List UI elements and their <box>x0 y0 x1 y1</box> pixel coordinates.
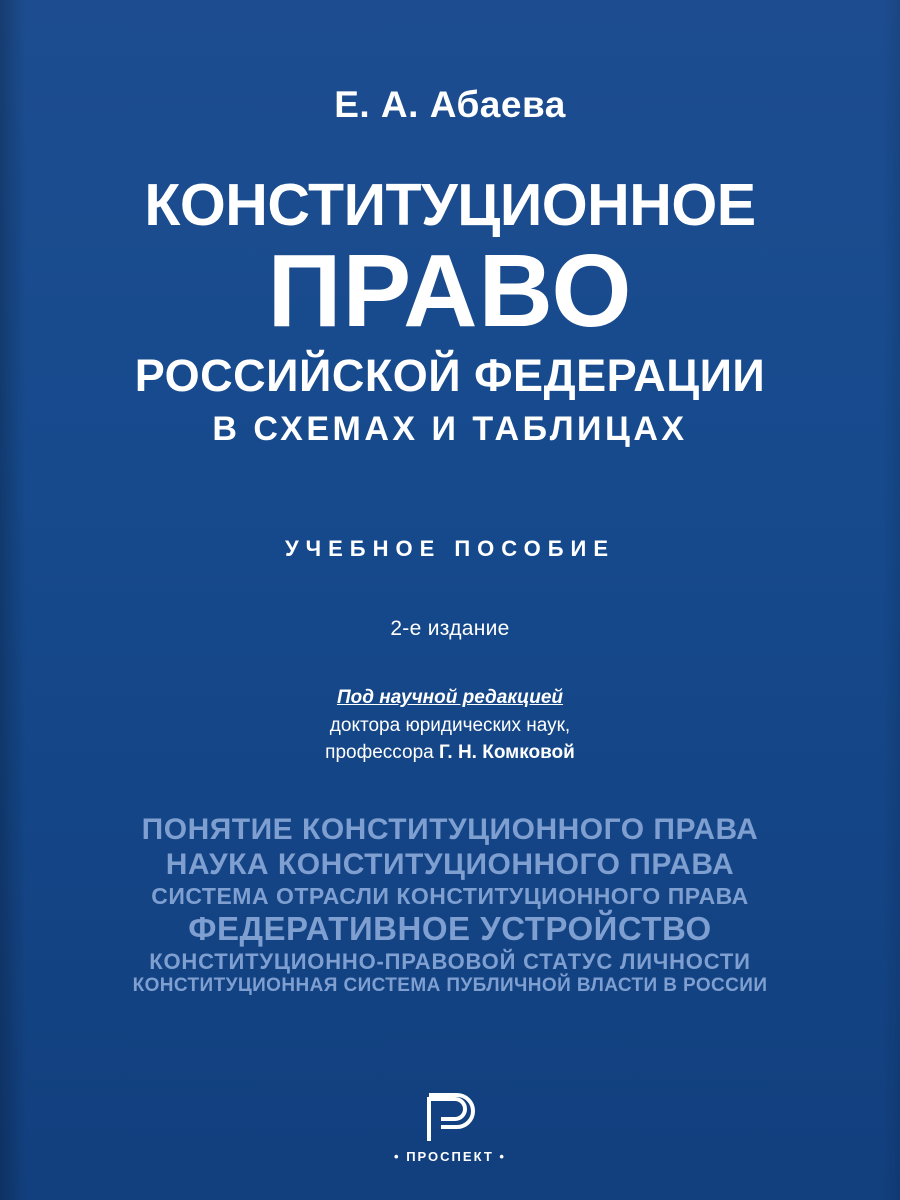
title-line-2: ПРАВО <box>267 233 633 348</box>
keyword-list <box>0 812 900 997</box>
book-subtitle: УЧЕБНОЕ ПОСОБИЕ <box>284 536 616 561</box>
book-title <box>0 172 900 449</box>
editor-degree: доктора юридических наук, <box>329 714 571 736</box>
publisher-name: • ПРОСПЕКТ • <box>394 1149 506 1164</box>
title-line-3: РОССИЙСКОЙ ФЕДЕРАЦИИ <box>134 350 766 402</box>
editor-label: Под научной редакцией <box>336 687 564 708</box>
editor-block <box>0 684 900 767</box>
publisher-block <box>0 1091 900 1164</box>
keyword-item: ПОНЯТИЕ КОНСТИТУЦИОННОГО ПРАВА <box>141 813 759 846</box>
editor-title-prefix: профессора <box>325 742 439 764</box>
edition-label: 2-е издание <box>390 617 510 640</box>
keyword-item: СИСТЕМА ОТРАСЛИ КОНСТИТУЦИОННОГО ПРАВА <box>151 882 749 909</box>
keyword-item: НАУКА КОНСТИТУЦИОННОГО ПРАВА <box>165 848 735 882</box>
title-line-4: В СХЕМАХ И ТАБЛИЦАХ <box>212 410 688 449</box>
keyword-item: ФЕДЕРАТИВНОЕ УСТРОЙСТВО <box>188 909 712 947</box>
editor-name-line <box>0 739 900 767</box>
keyword-item: КОНСТИТУЦИОННАЯ СИСТЕМА ПУБЛИЧНОЙ ВЛАСТИ В РОССИИ <box>132 974 768 996</box>
editor-name: Г. Н. Комковой <box>439 742 575 764</box>
prospekt-logo-icon <box>421 1091 479 1143</box>
author-name: Е. А. Абаева <box>334 84 566 125</box>
title-line-1: КОНСТИТУЦИОННОЕ <box>144 172 756 238</box>
keyword-item: КОНСТИТУЦИОННО-ПРАВОВОЙ СТАТУС ЛИЧНОСТИ <box>149 948 751 974</box>
